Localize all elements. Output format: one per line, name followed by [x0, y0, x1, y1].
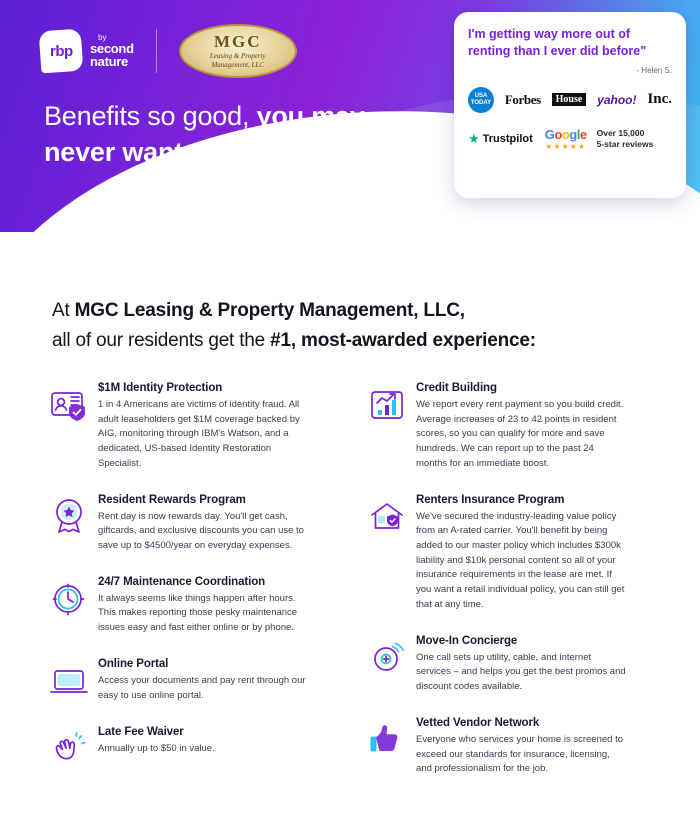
- benefit-description: Annually up to $50 in value.: [98, 742, 215, 754]
- reviews-count: [597, 128, 654, 149]
- benefit-description: Everyone who services your home is screened to exceed our standards for insurance, licensing, and professionalism for the job.: [416, 733, 623, 775]
- bar-chart-icon: [364, 382, 410, 428]
- review-author: - Helen S.: [636, 65, 672, 75]
- trustpilot-label: Trustpilot: [482, 132, 533, 145]
- house-shield-icon: [364, 494, 410, 540]
- benefit-title: $1M Identity Protection: [98, 382, 223, 394]
- reviews-count-line1: Over 15,000: [596, 128, 645, 139]
- benefit-item: [46, 382, 346, 472]
- benefit-title: Renters Insurance Program: [416, 493, 565, 506]
- thumbs-up-icon: [364, 717, 410, 763]
- page-title: [52, 300, 700, 322]
- mgc-subtitle-line1: Leasing & Property: [209, 52, 266, 61]
- clock-icon: [46, 576, 92, 622]
- subtitle-bold: #1, most-awarded experience:: [270, 330, 536, 351]
- benefit-description: Rent day is now rewards day. You'll get cash, giftcards, and exclusive discounts you can use to save up to $4500/year on everyday expenses.: [98, 510, 304, 552]
- hero-heading-light: Benefits so good,: [44, 101, 257, 131]
- rewards-badge-icon: [46, 494, 92, 540]
- benefit-item: [364, 635, 664, 695]
- benefit-title: Move-In Concierge: [416, 634, 518, 647]
- google-logo: Google: [544, 126, 587, 142]
- brand-line-2: nature: [90, 54, 128, 70]
- review-quote: I'm getting way more out of renting than I ever did before": [468, 27, 647, 58]
- logo-divider: [156, 29, 157, 73]
- review-card: [454, 12, 686, 198]
- google-rating: [545, 127, 587, 151]
- hero-heading-bold-2: never want to leave.: [44, 137, 297, 168]
- title-company: MGC Leasing & Property Management, LLC,: [74, 300, 465, 321]
- trustpilot-star-icon: ★: [468, 130, 480, 146]
- benefits-section: [0, 300, 700, 799]
- wifi-signal-icon: [364, 635, 410, 681]
- laptop-icon: [46, 658, 92, 704]
- benefit-description: We report every rent payment so you build credit. Average increases of 23 to 42 points in resident scores, so you can qualify for more and save hundreds. We can report up to the past 24 months for an immediate boost.: [416, 399, 624, 469]
- benefits-right-column: [364, 382, 664, 799]
- benefit-item: [46, 576, 346, 636]
- hero-banner: [0, 0, 700, 232]
- clapping-hands-icon: [46, 726, 92, 772]
- rbp-by-label: by: [98, 32, 107, 42]
- usa-today-line1: USA: [474, 93, 488, 100]
- page-subtitle: [52, 330, 700, 352]
- benefit-description: 1 in 4 Americans are victims of identity fraud. All adult leaseholders get $1M coverage backed by AIG, monitoring through IBM's Watson, and a dedicated, US-based Identity Restoration Specialist.: [98, 399, 300, 469]
- rbp-mark-text: rbp: [49, 42, 73, 60]
- benefit-title: Vetted Vendor Network: [416, 716, 540, 729]
- identity-shield-icon: [46, 382, 92, 428]
- benefit-title: Online Portal: [98, 657, 169, 670]
- ratings-row: [468, 127, 672, 151]
- rbp-mark-icon: [39, 29, 84, 74]
- benefit-title: Late Fee Waiver: [98, 725, 184, 738]
- benefit-description: Access your documents and pay rent through our easy to use online portal.: [98, 674, 306, 701]
- mgc-subtitle-line2: Management, LLC: [211, 61, 264, 69]
- usa-today-logo: [468, 87, 494, 113]
- benefit-description: One call sets up utility, cable, and internet services – and helps you get the best promos and discount codes available.: [416, 651, 626, 693]
- benefit-item: [364, 494, 664, 613]
- hero-heading-bold-1: you may: [256, 101, 365, 131]
- google-stars: ★★★★★: [545, 141, 587, 151]
- benefit-item: [46, 658, 346, 704]
- brand-line-1: second: [90, 41, 134, 57]
- rbp-logo: [40, 30, 134, 72]
- benefit-title: Resident Rewards Program: [98, 493, 246, 506]
- house-logo: House: [552, 93, 587, 106]
- benefit-title: Credit Building: [416, 382, 497, 394]
- benefits-left-column: [46, 382, 346, 799]
- benefit-description: It always seems like things happen after hours. This makes reporting those pesky maintenance issues easy and fast either online or by phone.: [98, 592, 298, 634]
- benefit-description: We've secured the industry-leading value policy from an A-rated carrier. You'll benefit by being added to our master policy which includes $300k liability and $10k personal content so all of your insurance requirements in the lease are met. If you want a retail individual policy, you can still get that at any time.: [416, 510, 625, 610]
- benefit-item: [46, 494, 346, 554]
- press-logos-row: [468, 87, 672, 113]
- logo-row: [40, 24, 297, 78]
- benefits-columns: [0, 382, 700, 799]
- mgc-initials: MGC: [213, 32, 262, 52]
- hero-heading: [44, 98, 444, 171]
- benefit-title: 24/7 Maintenance Coordination: [98, 575, 266, 588]
- benefit-item: [46, 726, 346, 772]
- forbes-logo: Forbes: [504, 91, 541, 107]
- title-prefix: At: [52, 300, 75, 321]
- yahoo-logo: yahoo!: [597, 92, 637, 107]
- benefit-item: [364, 717, 664, 777]
- reviews-count-line2: 5-star reviews: [596, 138, 654, 149]
- inc-logo: Inc.: [647, 91, 672, 108]
- subtitle-prefix: all of our residents get the: [52, 330, 271, 351]
- mgc-logo-badge: [179, 24, 297, 78]
- benefit-item: [364, 382, 664, 472]
- usa-today-line2: TODAY: [470, 99, 492, 106]
